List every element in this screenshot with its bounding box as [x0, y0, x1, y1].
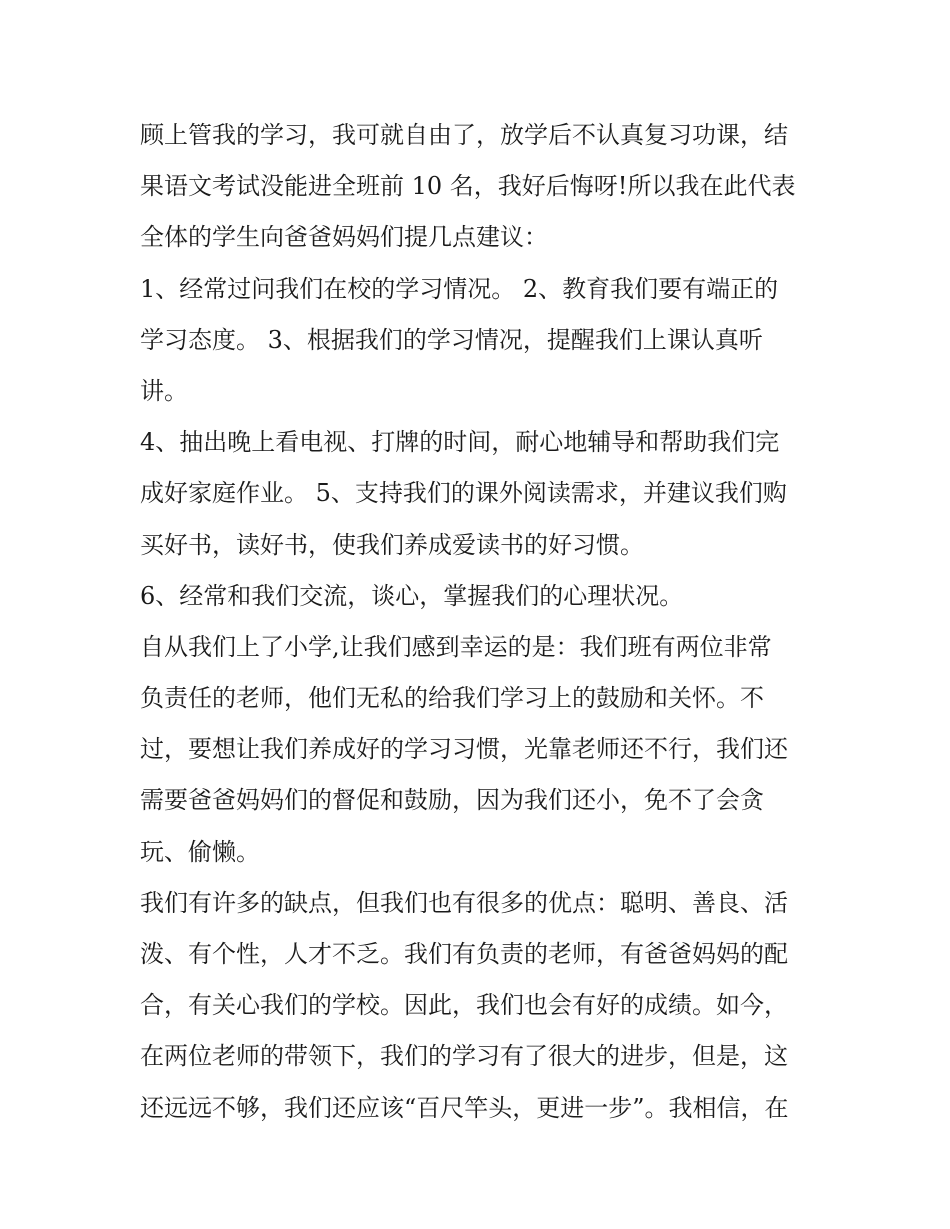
text-line-11: 自从我们上了小学,让我们感到幸运的是：我们班有两位非常 [140, 632, 772, 661]
text-line-10: 6、经常和我们交流，谈心，掌握我们的心理状况。 [140, 581, 684, 610]
text-line-17: 泼、有个性，人才不乏。我们有负责的老师，有爸爸妈妈的配 [140, 940, 788, 968]
text-line-8: 成好家庭作业。 5、支持我们的课外阅读需求，并建议我们购 [140, 479, 787, 508]
text-line-5: 学习态度。 3、根据我们的学习情况，提醒我们上课认真听 [140, 325, 763, 354]
text-line-2: 果语文考试没能进全班前 10 名，我好后悔呀!所以我在此代表 [140, 172, 796, 201]
text-line-15: 玩、偷懒。 [140, 837, 260, 866]
text-line-13: 过，要想让我们养成好的学习习惯，光靠老师还不行，我们还 [140, 735, 788, 764]
text-line-16: 我们有许多的缺点，但我们也有很多的优点：聪明、善良、活 [140, 888, 788, 917]
text-line-18: 合，有关心我们的学校。因此，我们也会有好的成绩。如今， [140, 991, 788, 1020]
text-line-19: 在两位老师的带领下，我们的学习有了很大的进步，但是，这 [140, 1042, 788, 1071]
text-line-6: 讲。 [140, 376, 188, 405]
text-line-4: 1、经常过问我们在校的学习情况。 2、教育我们要有端正的 [140, 274, 779, 303]
text-line-7: 4、抽出晚上看电视、打牌的时间，耐心地辅导和帮助我们完 [140, 428, 780, 457]
text-line-20: 还远远不够，我们还应该“百尺竿头，更进一步”。我相信，在 [140, 1093, 789, 1122]
document-body [140, 110, 820, 1134]
text-line-1: 顾上管我的学习，我可就自由了，放学后不认真复习功课，结 [140, 121, 788, 149]
text-line-3: 全体的学生向爸爸妈妈们提几点建议： [140, 223, 548, 252]
text-line-14: 需要爸爸妈妈们的督促和鼓励，因为我们还小，免不了会贪 [140, 786, 764, 815]
text-line-12: 负责任的老师，他们无私的给我们学习上的鼓励和关怀。不 [140, 684, 764, 713]
text-line-9: 买好书，读好书，使我们养成爱读书的好习惯。 [140, 530, 644, 559]
